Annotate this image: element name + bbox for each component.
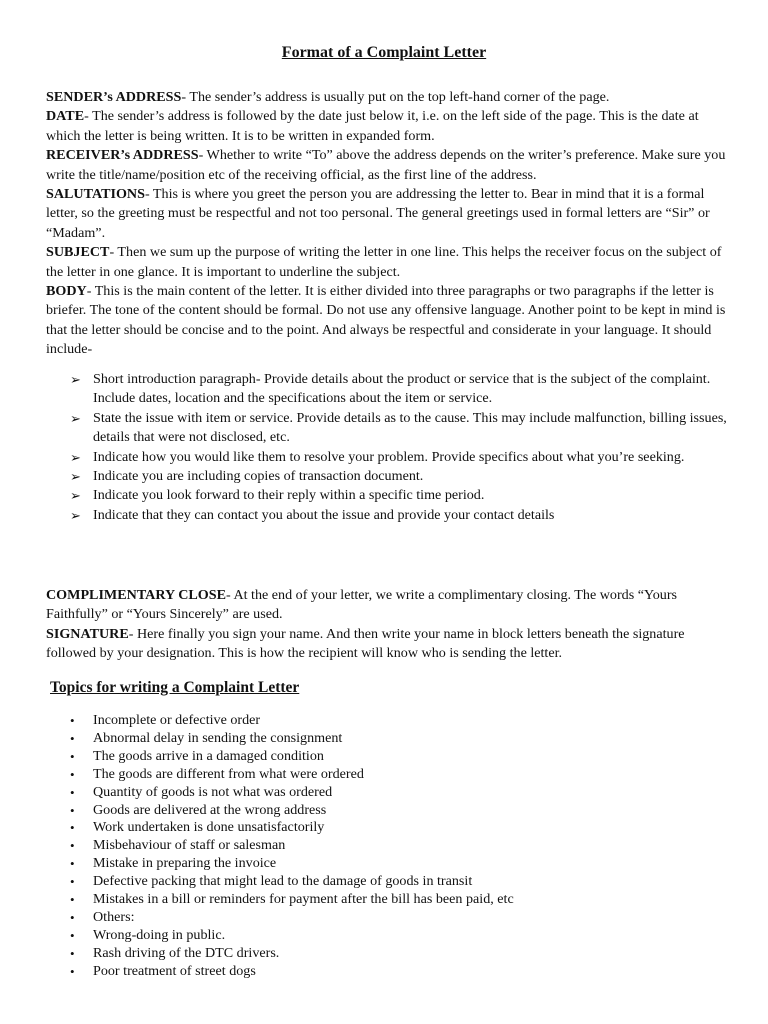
list-item-text: The goods arrive in a damaged condition (93, 747, 324, 764)
page-title: Format of a Complaint Letter (281, 44, 487, 61)
format-sections (46, 88, 730, 360)
section-body (46, 282, 730, 360)
arrow-bullet-icon: ➢ (70, 469, 81, 485)
list-item (70, 945, 730, 963)
section-text: - The sender’s address is usually put on the top left-hand corner of the page. (181, 89, 610, 105)
list-item (70, 963, 730, 981)
list-item (70, 837, 730, 855)
list-item-text: Rash driving of the DTC drivers. (93, 944, 280, 961)
bullet-icon: • (70, 945, 75, 961)
bullet-icon: • (70, 909, 75, 925)
list-item-text: Indicate you look forward to their reply within a specific time period. (93, 487, 485, 504)
bullet-icon: • (70, 963, 75, 979)
section-complimentary-close (46, 586, 730, 625)
section-term: SUBJECT (46, 244, 110, 261)
list-item (70, 891, 730, 909)
arrow-bullet-icon: ➢ (70, 372, 81, 387)
section-date (46, 107, 730, 146)
topics-list (70, 712, 730, 981)
list-item-text: State the issue with item or service. Provide details as to the cause. This may include malfunction, billing issues, details that were not disclosed, etc. (93, 409, 727, 446)
list-item-text: Indicate that they can contact you about the issue and provide your contact details (93, 506, 555, 523)
bullet-icon: • (70, 748, 75, 764)
list-item (70, 486, 730, 505)
bullet-icon: • (70, 856, 75, 872)
list-item-text: Work undertaken is done unsatisfactorily (93, 819, 325, 836)
section-text: - This is the main content of the letter. It is either divided into three paragraphs or two paragraphs if the letter is briefer. The tone of the content should be formal. Do not use any offensive language. Another point to be kept in mind is that the letter should be concise and to the point. And always be respectful and considerate in your language. It should include- (46, 283, 726, 358)
list-item (70, 855, 730, 873)
section-senders-address (46, 88, 730, 107)
section-text: - At the end of your letter, we write a complimentary closing. The words “Yours Faithfully” or “Yours Sincerely” are used. (46, 587, 677, 623)
list-item-text: Goods are delivered at the wrong address (93, 801, 327, 818)
bullet-icon: • (70, 892, 75, 908)
list-item-text: Defective packing that might lead to the damage of goods in transit (93, 873, 473, 890)
section-term: SENDER’s ADDRESS (46, 89, 182, 105)
list-item (70, 819, 730, 837)
list-item-text: Quantity of goods is not what was ordered (93, 783, 333, 800)
bullet-icon: • (70, 874, 75, 890)
list-item (70, 730, 730, 748)
section-term: RECEIVER’s ADDRESS (46, 147, 199, 164)
topics-heading: Topics for writing a Complaint Letter (50, 679, 300, 696)
list-item (70, 409, 730, 448)
section-term: BODY (46, 283, 87, 300)
list-item-text: Indicate you are including copies of transaction document. (93, 468, 424, 485)
list-item (70, 448, 730, 467)
list-item (70, 467, 730, 486)
list-item-text: Mistakes in a bill or reminders for payment after the bill has been paid, etc (93, 891, 514, 908)
list-item-text: Short introduction paragraph- Provide details about the product or service that is the subject of the complaint. Include dates, location and the specifications about the item or service. (93, 371, 711, 407)
closing-sections (46, 586, 730, 664)
bullet-icon: • (70, 838, 75, 854)
section-text: - This is where you greet the person you are addressing the letter to. Bear in mind that it is a formal letter, so the greeting must be respectful and not too personal. The general greetings used in formal letters are “Sir” or “Madam”. (46, 186, 710, 241)
bullet-icon: • (70, 784, 75, 800)
section-salutations (46, 185, 730, 243)
section-term: COMPLIMENTARY CLOSE (46, 587, 226, 603)
section-term: SIGNATURE (46, 625, 129, 642)
arrow-bullet-icon: ➢ (70, 410, 81, 426)
list-item (70, 802, 730, 820)
list-item (70, 766, 730, 784)
list-item (70, 712, 730, 730)
arrow-bullet-icon: ➢ (70, 507, 81, 523)
section-term: DATE (46, 108, 85, 125)
section-subject (46, 243, 730, 282)
arrow-bullet-icon: ➢ (70, 449, 81, 465)
list-item-text: The goods are different from what were ordered (93, 765, 364, 782)
section-text: - Then we sum up the purpose of writing the letter in one line. This helps the receiver focus on the subject of the letter in one glance. It is important to underline the subject. (46, 244, 722, 280)
list-item-text: Abnormal delay in sending the consignment (93, 729, 343, 746)
list-item (70, 927, 730, 945)
bullet-icon: • (70, 927, 75, 943)
list-item-text: Wrong-doing in public. (93, 926, 226, 943)
list-item (70, 873, 730, 891)
arrow-bullet-icon: ➢ (70, 488, 81, 504)
section-term: SALUTATIONS (46, 186, 145, 203)
bullet-icon: • (70, 802, 75, 818)
bullet-icon: • (70, 713, 75, 728)
list-item-text: Others: (93, 908, 135, 925)
list-item-text: Poor treatment of street dogs (93, 962, 256, 979)
list-item-text: Indicate how you would like them to resolve your problem. Provide specifics about what you’re seeking. (93, 448, 685, 465)
section-text: - Here finally you sign your name. And then write your name in block letters beneath the signature followed by your designation. This is how the recipient will know who is sending the letter. (46, 625, 685, 662)
list-item (70, 909, 730, 927)
list-item (70, 748, 730, 766)
list-item (70, 506, 730, 525)
list-item-text: Misbehaviour of staff or salesman (93, 837, 286, 854)
section-receivers-address (46, 146, 730, 185)
bullet-icon: • (70, 820, 75, 836)
list-item (70, 784, 730, 802)
list-item (70, 370, 730, 409)
list-item-text: Mistake in preparing the invoice (93, 855, 277, 872)
section-signature (46, 625, 730, 664)
body-points-list (70, 370, 730, 525)
section-text: - The sender’s address is followed by the date just below it, i.e. on the left side of the page. This is the date at which the letter is being written. It is to be written in expanded form. (46, 108, 699, 144)
section-text: - Whether to write “To” above the address depends on the writer’s preference. Make sure you write the title/name/position etc of the receiving official, as the first line of the address. (46, 147, 726, 183)
list-item-text: Incomplete or defective order (93, 712, 261, 728)
bullet-icon: • (70, 730, 75, 746)
bullet-icon: • (70, 766, 75, 782)
